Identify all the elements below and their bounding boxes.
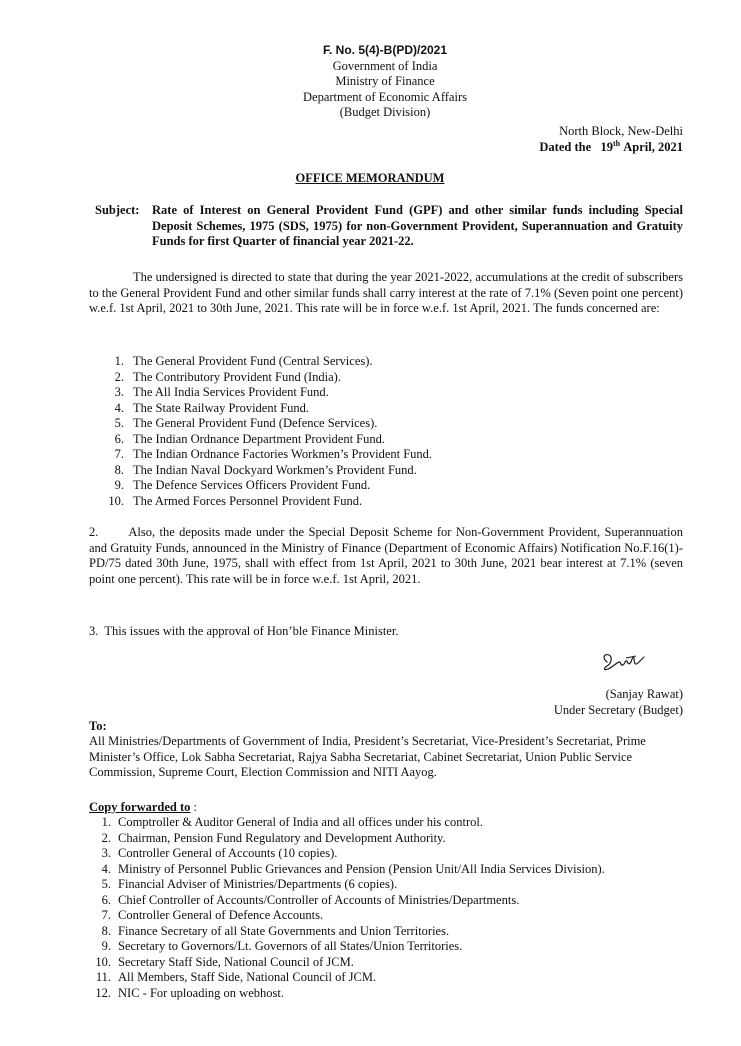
copy-forwarded-heading <box>89 800 197 816</box>
list-item: 2. Chairman, Pension Fund Regulatory and Development Authority. <box>101 830 446 845</box>
list-item: 4. The State Railway Provident Fund. <box>114 400 310 415</box>
signature-mark <box>598 648 648 676</box>
copy-list <box>89 815 685 1001</box>
file-number: F. No. 5(4)-B(PD)/2021 <box>322 43 448 57</box>
list-item: 6. Chief Controller of Accounts/Controller of Accounts of Ministries/Departments. <box>101 892 520 907</box>
paragraph-3: 3. This issues with the approval of Hon’ble Finance Minister. <box>89 624 399 638</box>
copy-forwarded-colon: : <box>190 800 197 814</box>
date-suffix: th <box>613 138 621 148</box>
to-recipients: All Ministries/Departments of Government of India, President’s Secretariat, Vice-President’s Secretariat, Prime Minister’s Office, Lok Sabha Secretariat, Rajya Sabha Secretariat, Cabinet Secretariat, Union Public Service Commission, Supreme Court, Election Commission and NITI Aayog. <box>89 734 646 779</box>
signatory-designation: Under Secretary (Budget) <box>553 702 683 717</box>
paragraph-2-number: 2. <box>89 525 99 539</box>
handwritten-signature-icon <box>598 648 648 676</box>
list-item: 10. Secretary Staff Side, National Council of JCM. <box>95 954 354 969</box>
list-item: 10. The Armed Forces Personnel Provident Fund. <box>108 493 363 508</box>
to-label: To: <box>89 719 107 733</box>
letterhead-ministry: Ministry of Finance <box>335 74 435 88</box>
date-prefix: Dated the <box>539 139 592 154</box>
signatory-name: (Sanjay Rawat) <box>605 687 683 701</box>
list-item: 7. The Indian Ordnance Factories Workmen’s Provident Fund. <box>114 447 433 461</box>
letterhead-department: Department of Economic Affairs <box>303 89 467 104</box>
list-item: 3. The All India Services Provident Fund. <box>114 385 329 399</box>
date-day: 19 <box>600 139 614 154</box>
subject-block <box>95 203 683 250</box>
subject-text: Rate of Interest on General Provident Fund (GPF) and other similar funds including Special Deposit Schemes, 1975 (SDS, 1975) for non-Government Provident, Superannuation and Gratuity Funds for first Quarter of financial year 2021-22. <box>152 203 683 248</box>
signatory-block <box>440 687 683 718</box>
list-item: 5. Financial Adviser of Ministries/Departments (6 copies). <box>101 877 398 891</box>
list-item: 11. All Members, Staff Side, National Council of JCM. <box>95 970 377 984</box>
list-item: 8. The Indian Naval Dockyard Workmen’s Provident Fund. <box>114 462 417 477</box>
list-item: 1. Comptroller & Auditor General of India and all offices under his control. <box>101 815 483 829</box>
list-item: 1. The General Provident Fund (Central Services). <box>114 354 373 368</box>
document-title: OFFICE MEMORANDUM <box>295 171 445 185</box>
date-rest: April, 2021 <box>623 139 683 154</box>
letterhead <box>260 43 510 121</box>
list-item: 9. The Defence Services Officers Provident Fund. <box>114 478 371 492</box>
list-item: 5. The General Provident Fund (Defence Services). <box>114 416 378 430</box>
copy-forwarded-label: Copy forwarded to <box>89 800 191 814</box>
list-item: 12. NIC - For uploading on webhost. <box>95 985 284 1000</box>
place-date-block <box>440 124 683 155</box>
list-item: 9. Secretary to Governors/Lt. Governors of all States/Union Territories. <box>101 939 463 953</box>
place: North Block, New-Delhi <box>559 124 683 138</box>
paragraph-2-text: Also, the deposits made under the Special Deposit Scheme for Non-Government Provident, Superannuation and Gratuity Funds, announced in the Ministry of Finance (Department of Economic Affairs) Notification No.F.16(1)-PD/75 dated 30th June, 1975, shall with effect from 1st April, 2021 to 30th June, 2021 bear interest at 7.1% (seven point one percent). This rate will be in force w.e.f. 1st April, 2021. <box>89 525 683 586</box>
list-item: 3. Controller General of Accounts (10 copies). <box>101 846 338 860</box>
list-item: 2. The Contributory Provident Fund (India). <box>114 369 341 384</box>
paragraph-1: The undersigned is directed to state that during the year 2021-2022, accumulations at the credit of subscribers to the General Provident Fund and other similar funds shall carry interest at the rate of 7.1% (Seven point one percent) w.e.f. 1st April, 2021 to 30th June, 2021. This rate will be in force w.e.f. 1st April, 2021. The funds concerned are: <box>89 270 683 315</box>
subject-label: Subject: <box>95 203 140 217</box>
date-line <box>440 140 683 156</box>
paragraph-2 <box>89 525 683 587</box>
letterhead-division: (Budget Division) <box>339 105 431 119</box>
letterhead-government: Government of India <box>332 58 438 73</box>
list-item: 6. The Indian Ordnance Department Provident Fund. <box>114 431 386 446</box>
funds-list <box>101 354 601 509</box>
list-item: 4. Ministry of Personnel Public Grievances and Pension (Pension Unit/All India Services Division). <box>101 861 605 876</box>
list-item: 8. Finance Secretary of all State Governments and Union Territories. <box>101 923 450 938</box>
list-item: 7. Controller General of Defence Accounts. <box>101 908 324 922</box>
